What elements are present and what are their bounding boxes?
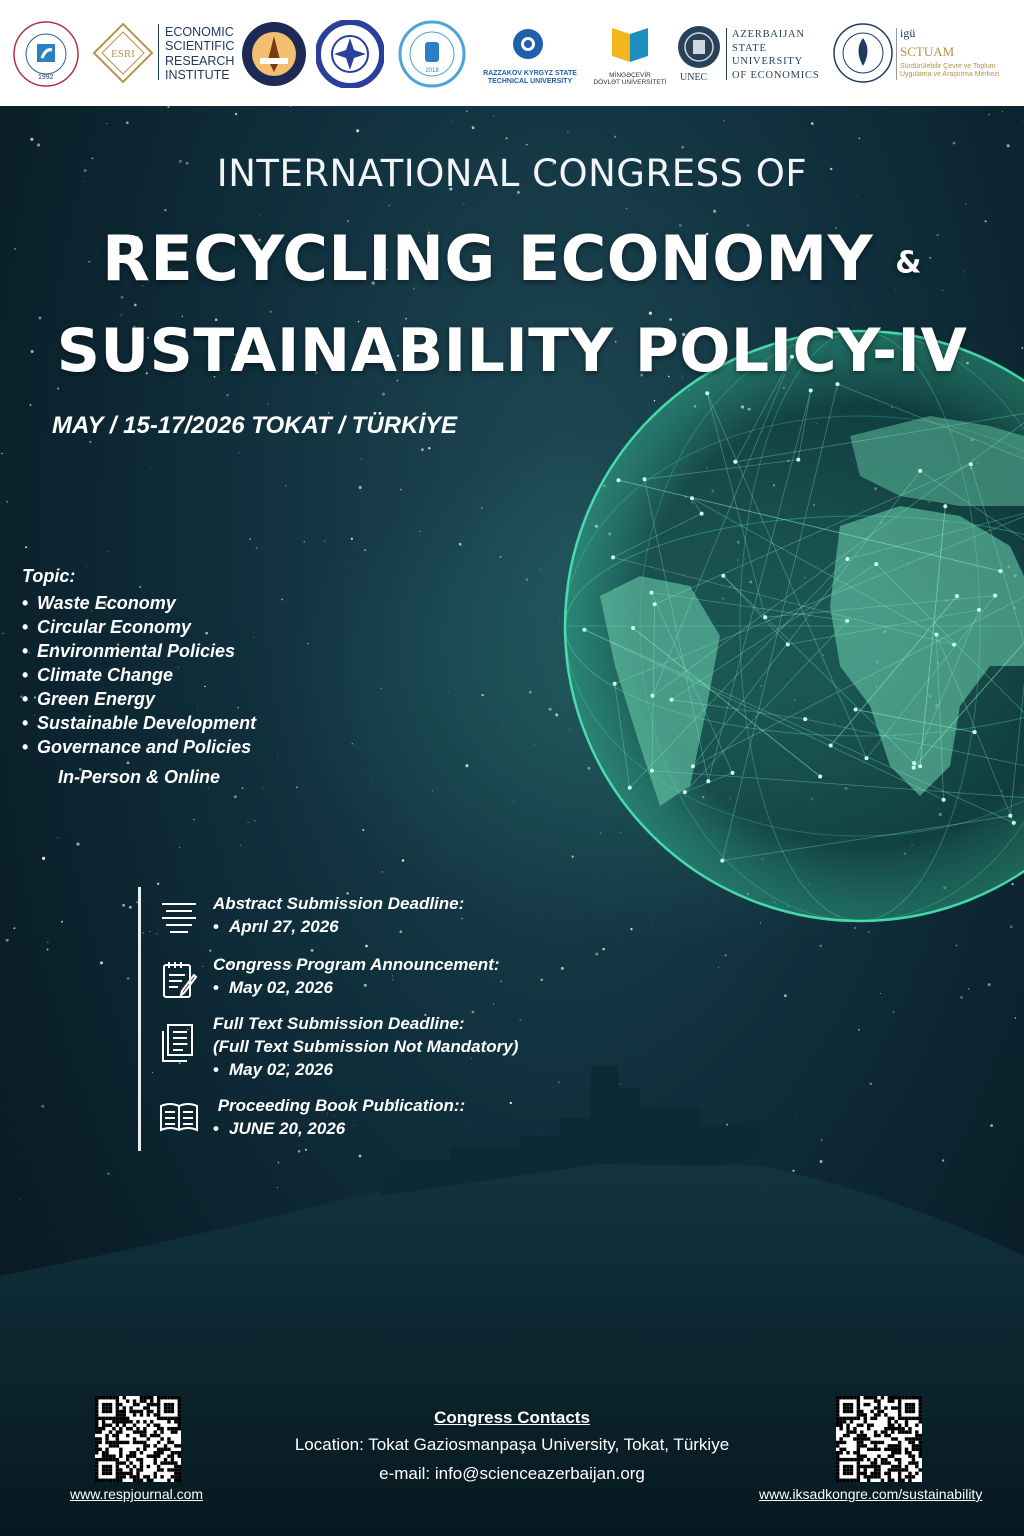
logo-bar <box>0 0 1024 106</box>
open-book-icon <box>158 1096 200 1138</box>
svg-text:ESRI: ESRI <box>111 48 135 60</box>
main-title-line-2: SUSTAINABILITY POLICY-IV <box>56 316 968 386</box>
esri-divider <box>158 24 159 80</box>
igu-sctuam-logo <box>832 22 894 88</box>
timeline-title: Proceeding Book Publication:: <box>213 1096 466 1115</box>
date-location: MAY / 15-17/2026 TOKAT / TÜRKİYE <box>52 412 458 439</box>
igu-text: igü SCTUAM Sürdürülebilir Çevre ve Toplum Uygulama ve Araştırma Merkezi <box>900 26 1000 78</box>
poster-body <box>0 106 1024 1536</box>
timeline-note: (Full Text Submission Not Mandatory) <box>213 1037 519 1056</box>
congress-link[interactable]: www.iksadkongre.com/sustainability <box>759 1486 983 1502</box>
timeline-date: • Aprıl 27, 2026 <box>213 915 464 938</box>
topic-item: • Sustainable Development <box>22 711 256 735</box>
timeline-title: Full Text Submission Deadline: <box>213 1014 465 1033</box>
unec-text: AZERBAIJAN STATE UNIVERSITY OF ECONOMICS <box>732 29 820 81</box>
topics-list <box>22 566 256 759</box>
timeline-title: Congress Program Announcement: <box>213 955 500 974</box>
topic-item: • Green Energy <box>22 687 256 711</box>
contacts-heading: Congress Contacts <box>434 1408 590 1427</box>
qr-code-right[interactable] <box>836 1396 922 1482</box>
contacts-email[interactable]: e-mail: info@scienceazerbaijan.org <box>379 1464 645 1483</box>
notepad-pencil-icon <box>158 959 200 1001</box>
razzakov-logo: RAZZAKOV KYRGYZ STATE TECHNICAL UNIVERSITY <box>480 26 580 66</box>
timeline-date: • May 02, 2026 <box>213 976 500 999</box>
timeline-title: Abstract Submission Deadline: <box>213 894 465 913</box>
timeline-rule <box>138 887 141 1151</box>
unec-logo: UNEC <box>676 24 722 74</box>
pre-title: INTERNATIONAL CONGRESS OF <box>216 152 808 195</box>
university-seal-logo <box>240 20 308 92</box>
topics-heading: Topic: <box>22 566 76 586</box>
dokuz-eylul-logo <box>398 20 466 92</box>
timeline-date: • May 02, 2026 <box>213 1058 518 1081</box>
ampersand: & <box>895 245 922 281</box>
topic-item: • Circular Economy <box>22 615 256 639</box>
tokat-gop-logo <box>12 20 80 92</box>
congress-contacts <box>262 1406 762 1488</box>
esri-text: ECONOMIC SCIENTIFIC RESEARCH INSTITUTE <box>165 25 235 83</box>
text-lines-icon <box>158 898 200 940</box>
igu-divider <box>896 28 897 80</box>
main-title-line-1: RECYCLING ECONOMY & <box>102 222 922 295</box>
topic-item: • Waste Economy <box>22 591 256 615</box>
esri-logo <box>92 22 154 88</box>
timeline-date: • JUNE 20, 2026 <box>213 1117 465 1140</box>
contacts-location: Location: Tokat Gaziosmanpaşa University, Tokat, Türkiye <box>294 1435 730 1454</box>
qr-code-left[interactable] <box>95 1396 181 1482</box>
tokat-year: 1992 <box>38 74 54 81</box>
topic-item: • Climate Change <box>22 663 256 687</box>
topic-item: • Environmental Policies <box>22 639 256 663</box>
namik-kemal-logo <box>316 20 384 92</box>
topic-item: • Governance and Policies <box>22 735 256 759</box>
documents-icon <box>158 1022 200 1064</box>
mingecevir-logo: MİNGƏÇEVİR DÖVLƏT UNİVERSİTETİ <box>590 24 670 66</box>
journal-link[interactable]: www.respjournal.com <box>70 1486 204 1502</box>
unec-divider <box>726 28 727 80</box>
attendance-mode: In-Person & Online <box>58 767 221 787</box>
svg-text:2018: 2018 <box>425 68 439 74</box>
